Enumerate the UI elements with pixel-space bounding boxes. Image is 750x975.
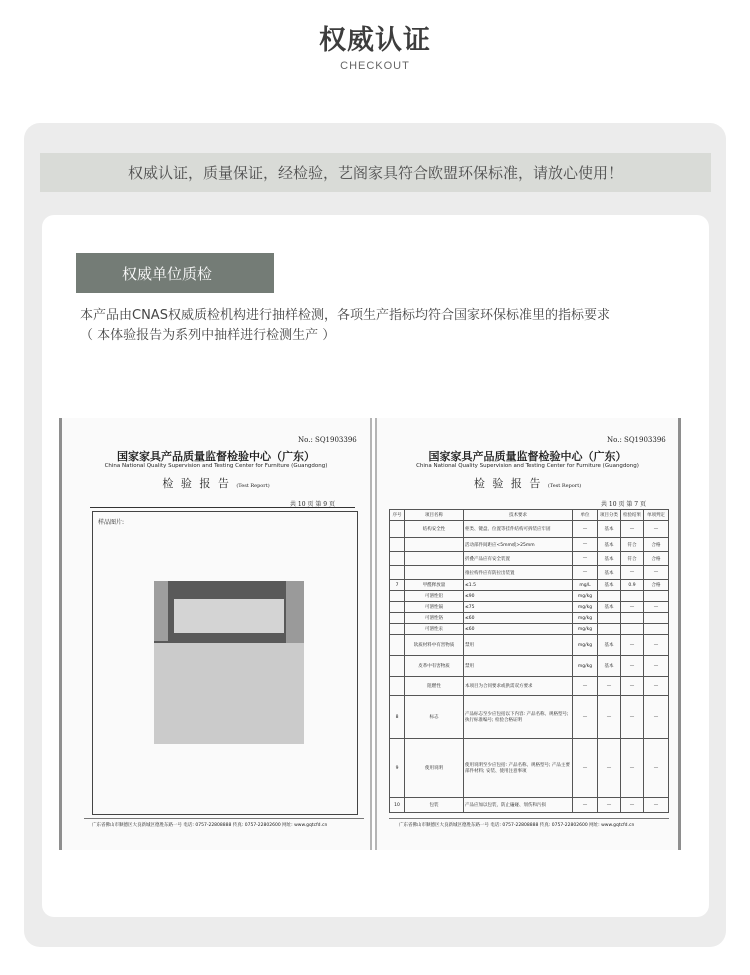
table-row (390, 677, 669, 696)
table-cell-seq: 9 (390, 739, 405, 798)
table-cell-name: 标志 (405, 696, 464, 739)
description-line-2: （ 本体验报告为系列中抽样进行检测生产 ） (80, 328, 336, 343)
table-cell-seq (390, 566, 405, 580)
report-page-number: 共 10 页 第 9 页 (290, 501, 335, 508)
table-cell-res: — (621, 798, 644, 813)
table-cell-name: 软质材料中有害物质 (405, 635, 464, 656)
table-header-cell: 单项判定 (644, 510, 669, 521)
table-row (390, 602, 669, 613)
table-cell-name: 可溶性汞 (405, 624, 464, 635)
table-cell-cls: 基本 (598, 656, 621, 677)
table-row (390, 696, 669, 739)
table-row (390, 613, 669, 624)
table-row (390, 624, 669, 635)
report-footer: 广东省佛山市顺德区大良新城区德胜东路一号 电话: 0757-22808888 传真: 0757-22802600 网址: www.gqtcfd.cn (92, 823, 328, 828)
table-cell-name: 可溶性铬 (405, 613, 464, 624)
page-subtitle: CHECKOUT (340, 60, 410, 72)
inspection-table (389, 509, 669, 813)
table-header-cell: 项目名称 (405, 510, 464, 521)
table-cell-judge: 合格 (644, 552, 669, 566)
table-cell-req: ≤60 (464, 613, 573, 624)
report-page-right (375, 418, 681, 850)
table-cell-seq (390, 613, 405, 624)
table-cell-judge: — (644, 739, 669, 798)
table-cell-unit: mg/kg (573, 591, 598, 602)
report-title (377, 475, 678, 491)
table-cell-judge (644, 613, 669, 624)
table-cell-unit: — (573, 798, 598, 813)
report-title-text: 检 验 报 告 (473, 477, 543, 490)
table-cell-res: 符合 (621, 552, 644, 566)
table-cell-name (405, 538, 464, 552)
table-cell-name: 使用说明 (405, 739, 464, 798)
table-row (390, 552, 669, 566)
table-cell-seq (390, 602, 405, 613)
report-title-en: (Test Report) (236, 483, 270, 489)
table-cell-unit: mg/kg (573, 656, 598, 677)
table-row (390, 739, 669, 798)
table-cell-unit: mg/L (573, 580, 598, 591)
certification-banner: 权威认证，质量保证，经检验，艺阁家具符合欧盟环保标准，请放心使用！ (40, 153, 711, 192)
table-cell-judge: — (644, 602, 669, 613)
table-cell-cls: — (598, 696, 621, 739)
photo-tabletop (154, 643, 304, 744)
section-tag: 权威单位质检 (76, 253, 274, 293)
page-title: 权威认证 (319, 25, 431, 56)
table-cell-judge: — (644, 566, 669, 580)
section-description (80, 306, 700, 346)
table-cell-unit: — (573, 538, 598, 552)
table-cell-name (405, 552, 464, 566)
table-cell-name: 结构安全性 (405, 521, 464, 538)
table-row (390, 538, 669, 552)
report-title-en: (Test Report) (547, 483, 582, 489)
table-cell-cls: 基本 (598, 521, 621, 538)
table-header-cell: 序号 (390, 510, 405, 521)
table-cell-res (621, 624, 644, 635)
footer-rule (389, 818, 669, 819)
table-cell-judge: — (644, 656, 669, 677)
table-cell-seq (390, 521, 405, 538)
table-cell-cls: 基本 (598, 635, 621, 656)
table-cell-unit: — (573, 566, 598, 580)
table-cell-seq (390, 656, 405, 677)
table-cell-cls: — (598, 798, 621, 813)
table-cell-name: 可溶性镉 (405, 602, 464, 613)
table-cell-cls: 基本 (598, 538, 621, 552)
table-cell-name: 甲醛释放量 (405, 580, 464, 591)
report-number: No.: SQ1903396 (607, 436, 666, 444)
report-number: No.: SQ1903396 (298, 436, 357, 444)
table-cell-req: 活动部件间距应<5mm或>25mm (464, 538, 573, 552)
table-header-row (390, 510, 669, 521)
table-cell-res: 符合 (621, 538, 644, 552)
report-organization: 国家家具产品质量监督检验中心（广东） (428, 450, 627, 463)
table-cell-unit: mg/kg (573, 602, 598, 613)
table-cell-res: — (621, 602, 644, 613)
table-cell-req: 折叠产品应有安全装置 (464, 552, 573, 566)
table-cell-res (621, 591, 644, 602)
description-line-1: 本产品由CNAS权威质检机构进行抽样检测，各项生产指标均符合国家环保标准里的指标要求 (80, 308, 610, 323)
table-cell-seq (390, 677, 405, 696)
table-cell-unit: — (573, 521, 598, 538)
table-cell-req: ≤60 (464, 624, 573, 635)
table-cell-seq (390, 624, 405, 635)
table-cell-seq: 10 (390, 798, 405, 813)
table-cell-name (405, 566, 464, 580)
table-cell-seq (390, 591, 405, 602)
table-cell-req: 禁用 (464, 635, 573, 656)
table-cell-name: 包装 (405, 798, 464, 813)
header-rule (90, 507, 355, 508)
table-cell-name: 皮革中有害物质 (405, 656, 464, 677)
table-cell-res: — (621, 656, 644, 677)
table-cell-req: ≤90 (464, 591, 573, 602)
table-cell-unit: mg/kg (573, 635, 598, 656)
table-cell-judge: — (644, 696, 669, 739)
report-page-number: 共 10 页 第 7 页 (601, 501, 646, 508)
table-header-cell: 技术要求 (464, 510, 573, 521)
table-cell-unit: — (573, 739, 598, 798)
table-cell-req: 推拉构件应有防拉出装置 (464, 566, 573, 580)
table-cell-res: — (621, 696, 644, 739)
table-cell-seq (390, 552, 405, 566)
table-cell-cls: 基本 (598, 580, 621, 591)
table-row (390, 798, 669, 813)
table-cell-req: 柜类、键盘、位置等挂件结构可拆装应牢固 (464, 521, 573, 538)
table-cell-req: 本项目为合同要求或供需双方要求 (464, 677, 573, 696)
sample-label: 样品图片: (98, 519, 125, 526)
table-cell-judge: — (644, 798, 669, 813)
table-header-cell: 项目分类 (598, 510, 621, 521)
table-row (390, 521, 669, 538)
table-cell-cls (598, 591, 621, 602)
table-cell-req: ≤1.5 (464, 580, 573, 591)
table-header-cell: 检验结果 (621, 510, 644, 521)
table-row (390, 591, 669, 602)
table-cell-res: — (621, 566, 644, 580)
report-organization-en: China National Quality Supervision and Testing Center for Furniture (Guangdong) (416, 463, 639, 469)
table-cell-cls (598, 613, 621, 624)
table-cell-cls: 基本 (598, 552, 621, 566)
report-organization-en: China National Quality Supervision and Testing Center for Furniture (Guangdong) (104, 463, 328, 469)
footer-rule (84, 818, 364, 819)
table-cell-judge (644, 591, 669, 602)
table-cell-cls: — (598, 677, 621, 696)
table-cell-cls: 基本 (598, 602, 621, 613)
report-footer: 广东省佛山市顺德区大良新城区德胜东路一号 电话: 0757-22808888 传真: 0757-22802600 网址: www.gqtcfd.cn (399, 823, 635, 828)
table-cell-req: 禁用 (464, 656, 573, 677)
table-cell-res: — (621, 635, 644, 656)
table-cell-judge: 合格 (644, 538, 669, 552)
report-title-text: 检 验 报 告 (162, 477, 231, 490)
table-cell-res: — (621, 739, 644, 798)
photo-frame-left (154, 581, 168, 641)
table-cell-seq (390, 635, 405, 656)
photo-backboard (174, 599, 284, 633)
table-cell-judge: — (644, 635, 669, 656)
table-cell-unit: — (573, 677, 598, 696)
table-cell-res: 0.9 (621, 580, 644, 591)
table-cell-judge: — (644, 521, 669, 538)
table-cell-res: — (621, 677, 644, 696)
table-cell-req: 产品标志至少应包括以下内容: 产品名称、规格型号; 执行标准编号; 检验合格证明 (464, 696, 573, 739)
table-cell-req: 使用说明至少应包括: 产品名称、规格型号; 产品主要部件材料; 安装、使用注意事项 (464, 739, 573, 798)
report-page-left (59, 418, 372, 850)
report-organization: 国家家具产品质量监督检验中心（广东） (117, 450, 315, 463)
table-cell-unit: mg/kg (573, 624, 598, 635)
table-row (390, 635, 669, 656)
table-header-cell: 单位 (573, 510, 598, 521)
table-cell-judge: 合格 (644, 580, 669, 591)
table-cell-cls: 基本 (598, 566, 621, 580)
table-cell-seq: 8 (390, 696, 405, 739)
table-cell-judge (644, 624, 669, 635)
table-cell-seq (390, 538, 405, 552)
table-cell-res (621, 613, 644, 624)
table-cell-unit: — (573, 552, 598, 566)
table-cell-judge: — (644, 677, 669, 696)
table-cell-cls: — (598, 739, 621, 798)
table-cell-cls (598, 624, 621, 635)
table-cell-res: — (621, 521, 644, 538)
table-cell-req: ≤75 (464, 602, 573, 613)
sample-photo (154, 581, 304, 744)
table-cell-name: 可溶性铅 (405, 591, 464, 602)
table-row (390, 580, 669, 591)
table-cell-name: 阻燃性 (405, 677, 464, 696)
table-cell-unit: mg/kg (573, 613, 598, 624)
report-title (62, 475, 370, 491)
table-row (390, 656, 669, 677)
table-cell-req: 产品应加以包装，防止磕碰、划伤和污损 (464, 798, 573, 813)
table-cell-unit: — (573, 696, 598, 739)
table-cell-seq: 7 (390, 580, 405, 591)
table-row (390, 566, 669, 580)
